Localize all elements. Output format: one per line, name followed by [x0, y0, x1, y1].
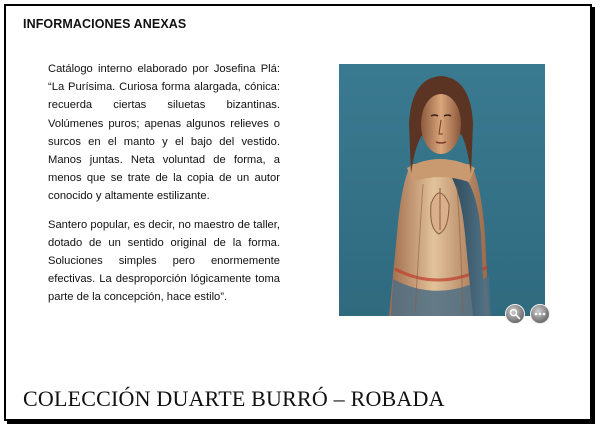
zoom-icon [509, 308, 521, 320]
collection-caption: COLECCIÓN DUARTE BURRÓ – ROBADA [23, 386, 445, 411]
more-button[interactable] [530, 304, 550, 324]
virgin-statue-image [339, 64, 545, 316]
description-paragraph: Catálogo interno elaborado por Josefina Plá: “La Purísima. Curiosa forma alargada, cónica: recuerda ciertas siluetas bizantinas. Volúmenes puros; apenas algunos relieves o surcos en el manto y el bajo del vestido. Manos juntas. Neta voluntad de forma, a menos que se trate de la copia de un autor conocido y altamente estilizante. [48, 63, 280, 203]
description-text [48, 60, 280, 317]
document-page [4, 4, 592, 421]
statue-photo [339, 64, 545, 316]
more-icon [534, 308, 546, 320]
description-paragraph: Santero popular, es decir, no maestro de taller, dotado de un sentido original de la forma. Soluciones simples pero enormemente efectivas. La desproporción lógicamente toma parte de la concepción, hace estilo”. [48, 218, 280, 304]
zoom-button[interactable] [505, 304, 525, 324]
section-heading: INFORMACIONES ANEXAS [23, 17, 187, 31]
